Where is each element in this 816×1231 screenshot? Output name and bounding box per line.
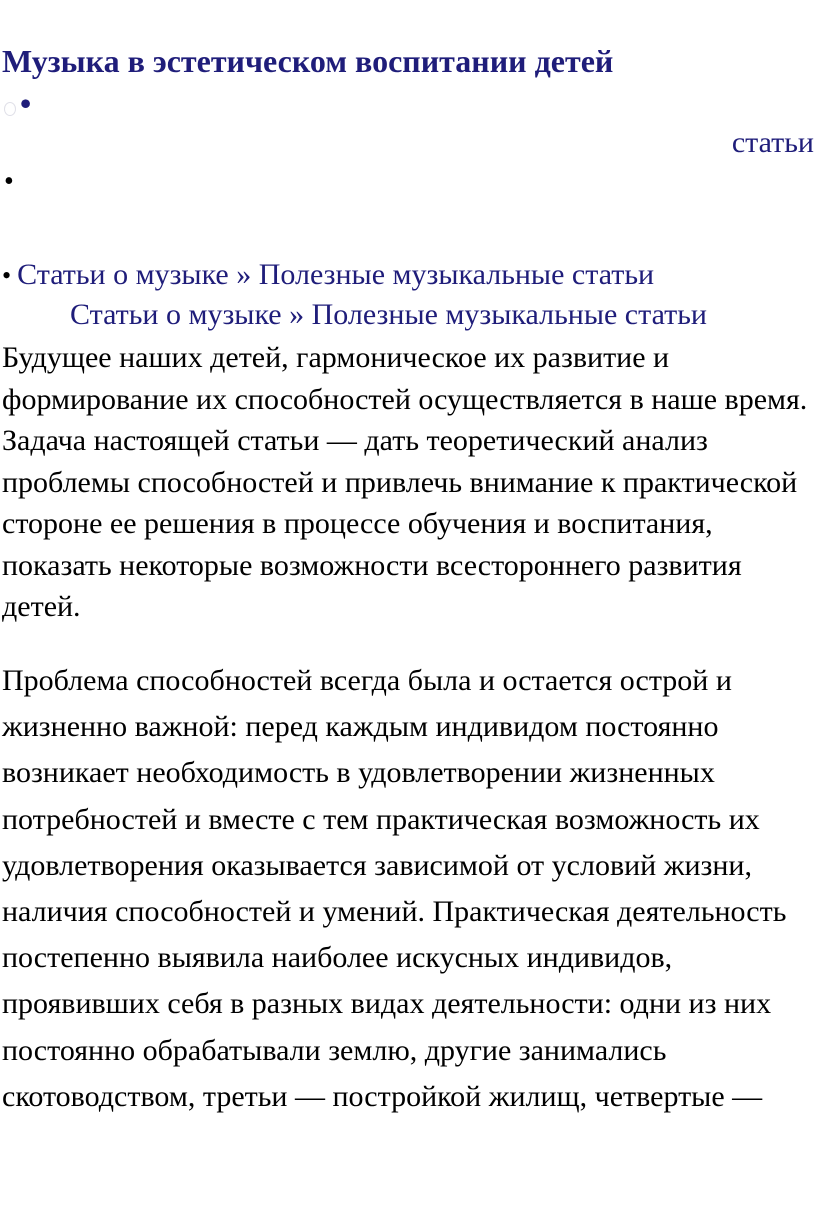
breadcrumb [2, 258, 654, 292]
article-title [2, 40, 622, 124]
breadcrumb-secondary [70, 298, 707, 332]
hollow-circle-icon [4, 102, 16, 116]
breadcrumb-section-link[interactable]: Статьи о музыке [70, 298, 282, 331]
breadcrumb-section-link[interactable]: Статьи о музыке [17, 258, 229, 291]
breadcrumb-subsection-link[interactable]: Полезные музыкальные статьи [311, 298, 707, 331]
articles-link[interactable]: статьи [731, 126, 814, 159]
breadcrumb-subsection-link[interactable]: Полезные музыкальные статьи [258, 258, 655, 291]
article-paragraph: Проблема способностей всегда была и остается острой и жизненно важной: перед каждым индивидом постоянно возникает необходимость в удовлетворении жизненных потребностей и вместе с тем практическая возможность их удовлетворения оказывается зависимой от условий жизни, наличия способностей и умений. Практическая деятельность постепенно выявила наиболее искусных индивидов, проявивших себя в разных видах деятельности: одни из них постоянно обрабатывали землю, другие занимались скотоводством, третьи — постройкой жилищ, четвертые — [2, 664, 787, 1113]
title-bullet: • [20, 85, 32, 121]
article-paragraph: Будущее наших детей, гармоническое их развитие и формирование их способностей осуществляется в наше время. Задача настоящей статьи — дать теоретический анализ проблемы способностей и привлечь внимание к практической стороне ее решения в процессе обучения и воспитания, показать некоторые возможности всестороннего развития детей. [2, 341, 808, 623]
breadcrumb-separator: » [289, 298, 305, 331]
breadcrumb-separator: » [236, 258, 252, 291]
article-title-text: Музыка в эстетическом воспитании детей [2, 43, 614, 79]
breadcrumb-bullet: • [2, 261, 12, 290]
list-bullet: • [4, 166, 14, 197]
